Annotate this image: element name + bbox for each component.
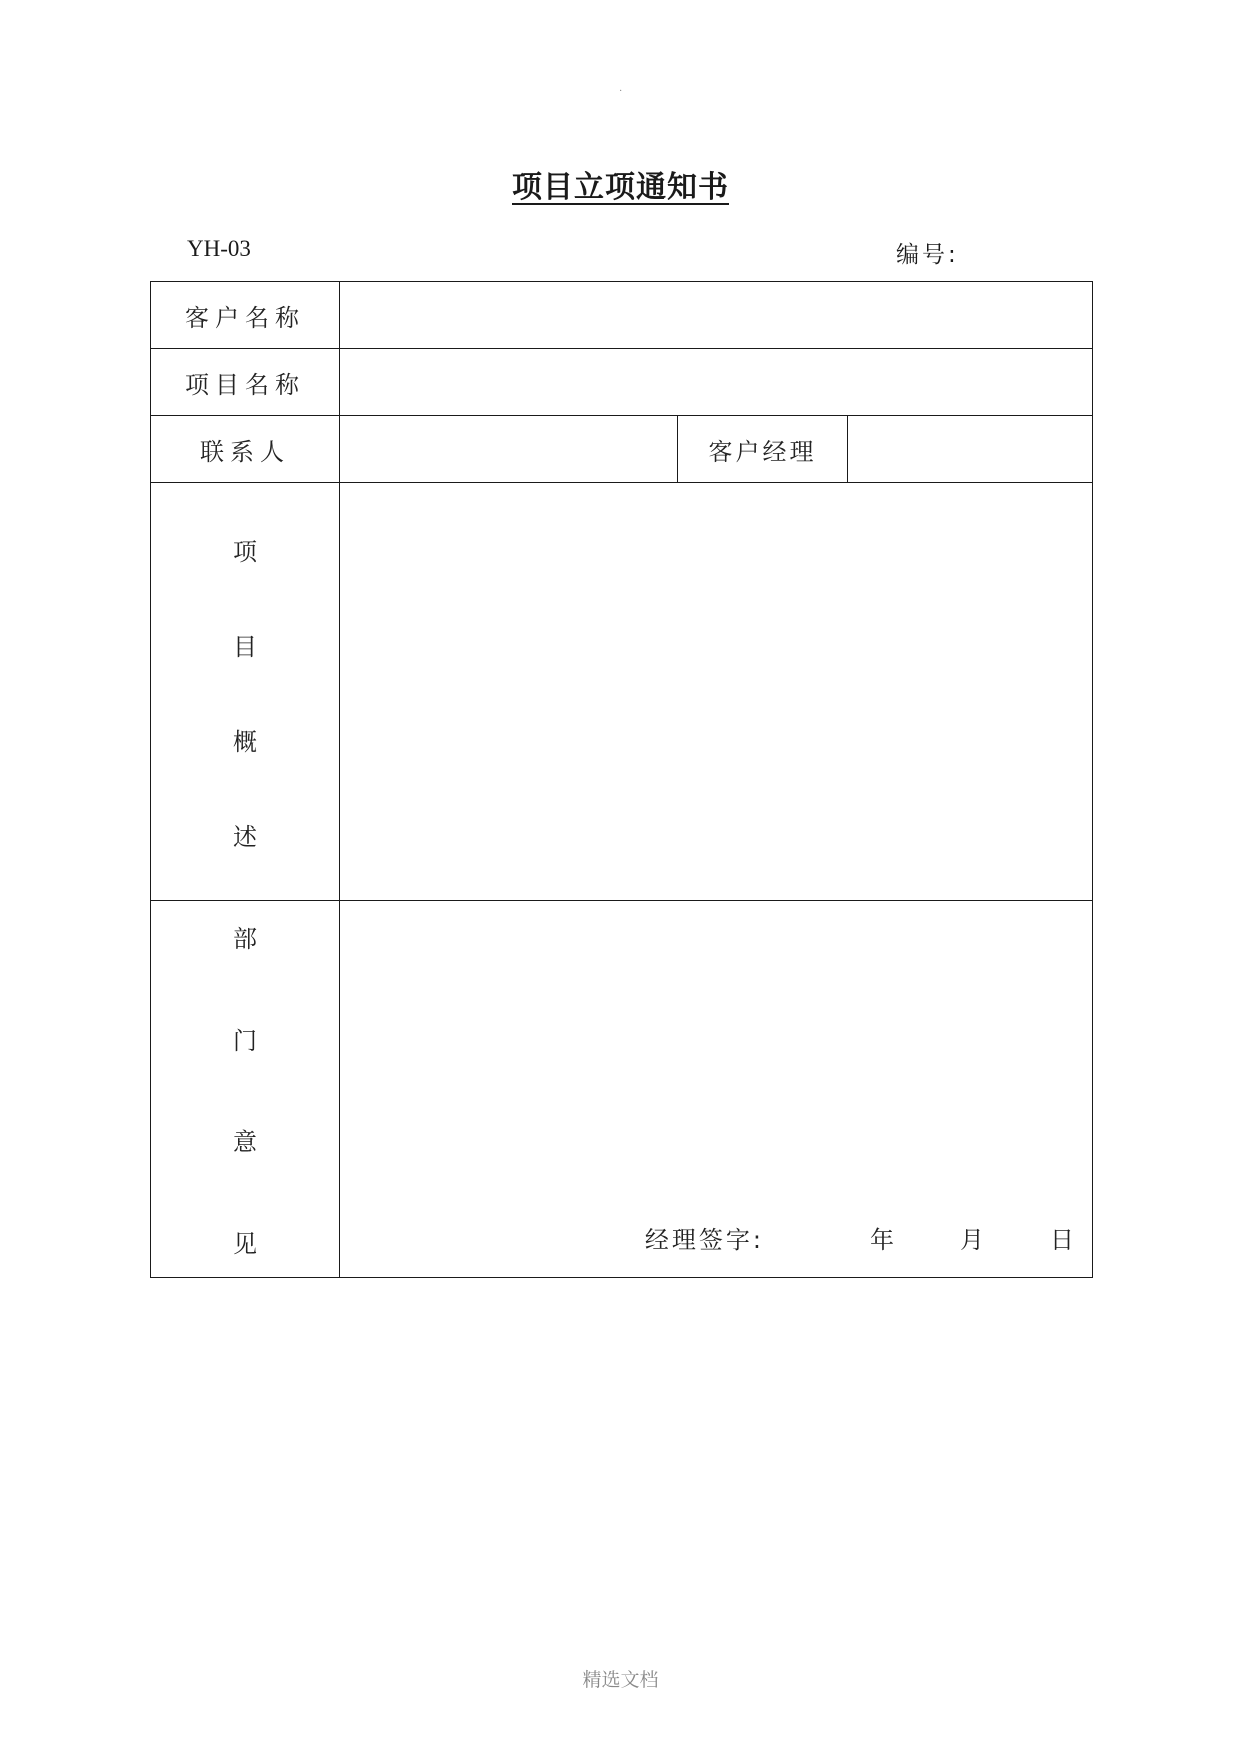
account-manager-label: 客户经理 — [678, 416, 848, 483]
summary-char: 目 — [233, 632, 257, 661]
row-customer-name — [151, 282, 1093, 349]
opinion-char: 见 — [233, 1229, 257, 1258]
contact-label: 联系人 — [151, 416, 340, 483]
summary-char: 述 — [233, 822, 257, 851]
opinion-char: 门 — [233, 1026, 257, 1055]
project-name-field[interactable] — [340, 349, 1093, 416]
customer-name-field[interactable] — [340, 282, 1093, 349]
project-summary-label — [151, 483, 340, 901]
summary-char: 项 — [233, 537, 257, 566]
manager-signature-line — [645, 1220, 1074, 1255]
summary-char: 概 — [233, 727, 257, 756]
project-summary-field[interactable] — [340, 483, 1093, 901]
account-manager-field[interactable] — [848, 416, 1093, 483]
opinion-char: 部 — [233, 925, 257, 953]
dept-opinion-field[interactable] — [340, 901, 1093, 1278]
manager-signature-label: 经理签字: — [644, 1226, 765, 1254]
day-label: 日 — [1050, 1226, 1075, 1254]
document-title: 项目立项通知书 — [512, 170, 729, 205]
header-dot: · — [619, 86, 623, 97]
row-dept-opinion — [151, 901, 1093, 1278]
project-approval-form — [150, 281, 1093, 1278]
project-name-label: 项目名称 — [151, 349, 340, 416]
row-project-summary — [151, 483, 1093, 901]
footer-text: 精选文档 — [582, 1669, 659, 1691]
document-code: YH-03 — [187, 236, 251, 261]
opinion-char: 意 — [233, 1128, 257, 1157]
month-label: 月 — [960, 1226, 985, 1254]
customer-name-label: 客户名称 — [151, 282, 340, 349]
row-contact — [151, 416, 1093, 483]
contact-field[interactable] — [340, 416, 678, 483]
document-number-label: 编号: — [896, 242, 959, 268]
row-project-name — [151, 349, 1093, 416]
dept-opinion-label — [151, 901, 340, 1278]
year-label: 年 — [870, 1226, 895, 1254]
